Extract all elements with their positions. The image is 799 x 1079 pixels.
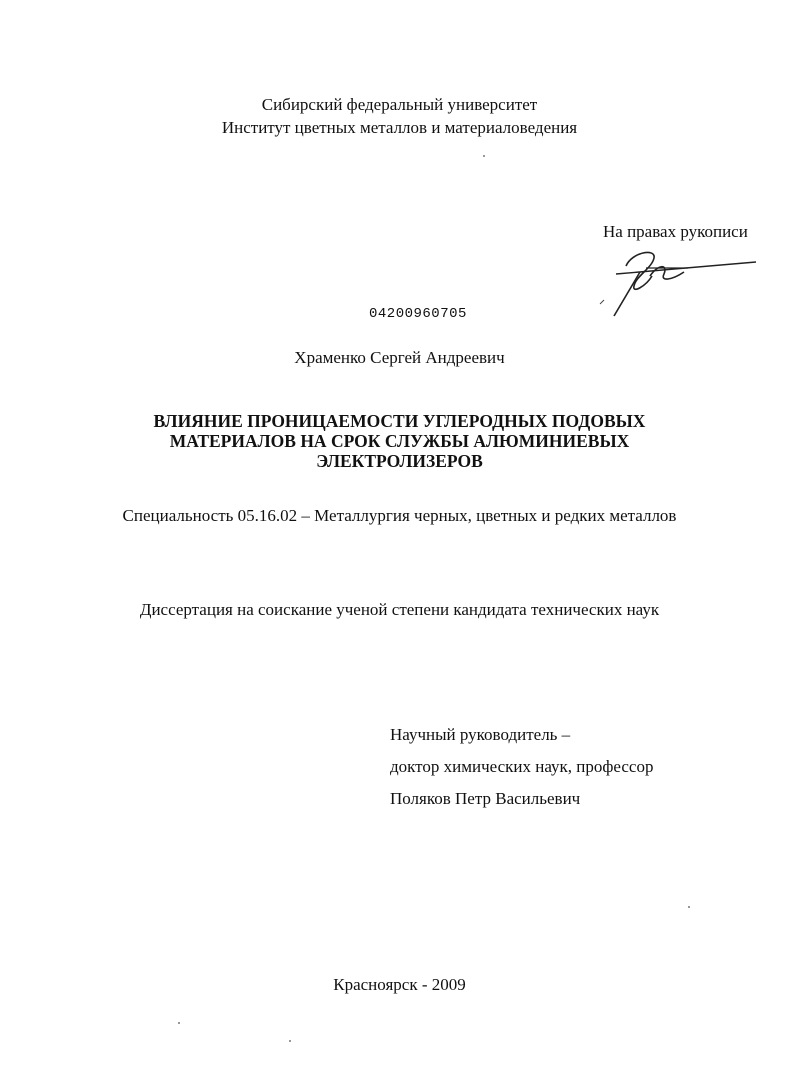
supervisor-role: Научный руководитель – (390, 725, 571, 744)
author-name: Храменко Сергей Андреевич (294, 348, 505, 367)
thesis-title-line-1: ВЛИЯНИЕ ПРОНИЦАЕМОСТИ УГЛЕРОДНЫХ ПОДОВЫХ (153, 411, 646, 431)
thesis-title-line-2: МАТЕРИАЛОВ НА СРОК СЛУЖБЫ АЛЮМИНИЕВЫХ (169, 431, 630, 451)
scan-speck (483, 155, 485, 157)
author-signature (596, 246, 756, 318)
institute-name: Институт цветных металлов и материаловедения (221, 118, 578, 137)
catalog-number: 04200960705 (369, 306, 467, 322)
specialty: Специальность 05.16.02 – Металлургия черных, цветных и редких металлов (122, 506, 677, 525)
city-year: Красноярск - 2009 (333, 975, 466, 994)
rights-note: На правах рукописи (603, 222, 748, 241)
scan-speck (289, 1040, 291, 1042)
supervisor-credentials: доктор химических наук, профессор (390, 757, 654, 776)
degree-statement: Диссертация на соискание ученой степени кандидата технических наук (139, 600, 660, 619)
thesis-title-line-3: ЭЛЕКТРОЛИЗЕРОВ (316, 451, 483, 471)
supervisor-name: Поляков Петр Васильевич (390, 789, 581, 808)
university-name: Сибирский федеральный университет (261, 95, 538, 114)
scan-speck (178, 1022, 180, 1024)
scan-speck (688, 906, 690, 908)
